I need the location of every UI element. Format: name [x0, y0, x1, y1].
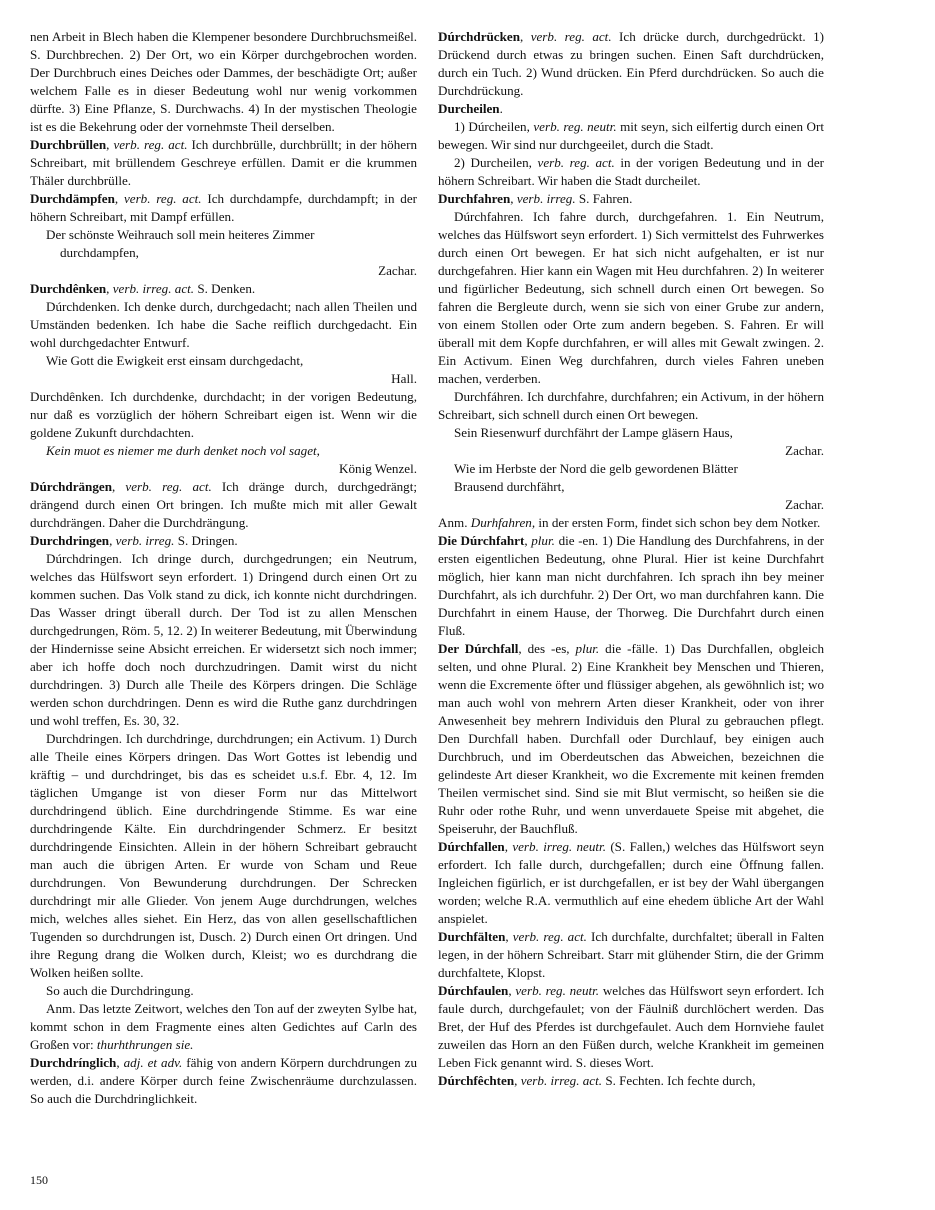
entry-durchfahrt: Die Dúrchfahrt, plur. die -en. 1) Die Handlung des Durchfahrens, in der ersten eigentlichen Bedeutung, ohne Plural. Hier ist keine Durchfahrt möglich, hier kann man nicht durchfahren. Ich sprach ihn bey meiner Durchfahrt, als ich durchfuhr. 2) Der Ort, wo man durchfahren kann. Die Durchfahrt in einem Hause, der Thorweg. Die Durchfahrt durch einen Fluß. [438, 533, 825, 638]
quote-line: Wie im Herbste der Nord die gelb gewordenen Blätter [454, 461, 738, 476]
old-german-quote: thurhthrungen sie. [96, 1037, 194, 1052]
paragraph: Dúrchfahren. Ich fahre durch, durchgefahren. 1. Ein Neutrum, welches das Hülfswort seyn erfordert. 1) Sich vermittelst des Fuhrwerkes durch einen Ort bewegen. Er hat sich nicht aufgehalten, er ist nur durchgefahren. Hier kann ein Wagen mit Heu durchfahren. 2) In weiterer und figürlicher Bedeutung, sich schnell durch einen Ort bewegen. So fahren die Bergleute durch, wenn sie sich von einer Grube zur andern, von einem Stollen oder Orte zum andern begeben. S. Fahren. Er will überall mit dem Kopfe durchfahren, er will alles mit Gewalt zwingen. 2. Ein Activum. Einen Weg durchfahren, durch vieles Fahren uneben machen, verderben. [438, 209, 824, 386]
grammar-label: verb. irreg. act. [520, 1073, 603, 1088]
grammar-label: verb. reg. act. [537, 155, 615, 170]
sense-lead: 2) Durcheilen, [454, 155, 532, 170]
annotation-text: Anm. Das letzte Zeitwort, welches den Ton auf der zweyten Sylbe hat, kommt schon in dem Fragmente eines alten Gedichtes auf Carln des Großen vor: [30, 1001, 417, 1052]
annotation-label: Anm. [438, 515, 468, 530]
grammar-label: verb. irreg. [516, 191, 576, 206]
entry-text: fähig von andern Körpern durchdrungen zu werden, d.i. andere Körper durch feine Zwischenräume durchzulassen. So auch die Durchdringlichkeit. [30, 1055, 417, 1106]
grammar-label: verb. reg. act. [123, 191, 202, 206]
entry-durchfall: Der Dúrchfall, des -es, plur. die -fälle. 1) Das Durchfallen, obgleich selten, und ohne Plural. 2) Eine Krankheit bey Menschen und Thieren, wenn die Excremente öfter und flüssiger abgehen, als gewöhnlich ist; wo man auch wohl von mehrern Arten dieser Krankheit, oder von ihrer Anwesenheit bey mehrern Individuis den Plural zu gebrauchen pflegt. Den Durchfall haben. Durchfall oder Durchlauf, bey einigen auch Durchbruch, und im Oberdeutschen das Abweichen, bezeichnen die gelindeste Art dieser Krankheit, wo die Excremente mit keinen fremden Theilen vermischet sind. Sind sie mit Blut vermischt, so heißen sie die Ruhr oder rothe Ruhr, und wenn unverdauete Speise mit abgehet, die Speiseruhr, der Bauchfluß. [438, 641, 824, 836]
paragraph [438, 154, 824, 190]
paragraph: Dúrchdenken. Ich denke durch, durchgedacht; nach allen Theilen und Umständen bedenken. Ich habe die Sache reiflich durchgedacht. Ein wohl durchgedachter Entwurf. [30, 299, 417, 350]
entry-text: (S. Fallen,) welches das Hülfswort seyn erfordert. Ich falle durch, durchgefallen; durch eine Öffnung fallen. Ingleichen figürlich, er ist durchgefallen, er ist bey der Wahl übergangen worden; welche R.A. vermuthlich auf eine ehedem übliche Art der Wahl anspielet. [438, 839, 825, 926]
quote-source: König Wenzel. [339, 461, 417, 476]
paragraph: Durchdringen. Ich durchdringe, durchdrungen; ein Activum. 1) Durch alle Theile eines Körpers dringen. Das Wort Gottes ist lebendig und kräftig – und durchdringet, bis das es scheidet u.s.f. Ebr. 4, 12. Im täglichen Umgange ist von dieser Form nur das Mittelwort durchdringend üblich. Eine durchdringende Stimme. Es war eine durchdringende Kälte. Ein durchdringender Schmerz. Er besitzt durchdringende Einsichten. Allein in der höhern Schreibart gebraucht man auch die übrigen Arten. Er wurde von Scham und Reue durchdrungen. Von Bewunderung durchdrungen. Der Schrecken durchdringt mir alle Glieder. Von jenem Auge durchdrungen, welches mich, welches alles siehet. Ein Herz, das von allen gesellschaftlichen Tugenden so durchdrungen ist, Dusch. 2) Durch einen Ort dringen. Und ihre Regung drang die Wolken durch, Kleist; wo es durchdrang die Wolken heißen sollte. [30, 731, 417, 980]
old-german-quote: Kein muot es niemer me durh denket noch vol saget, [46, 443, 320, 458]
grammar-label: plur. [575, 641, 600, 656]
grammar-label: plur. [531, 533, 555, 548]
entry-durchfalten: Durchfälten, verb. reg. act. Ich durchfalte, durchfaltet; überall in Falten legen, in der höhern Schreibart. Starr mit glühender Stirn, die der Grimm durchfaltete, Klopst. [438, 929, 825, 980]
entry-reference: S. Fahren. [578, 191, 633, 206]
entry-durchfahren: Durchfahren, verb. irreg. S. Fahren. [438, 191, 633, 206]
entry-text: Ich dränge durch, durchgedrängt; drängend durch einen Ort bringen. Ich mußte mich mit aller Gewalt durchdrängen. Daher die Durchdrängung. [30, 479, 417, 530]
left-column [30, 28, 417, 1108]
paragraph: nen Arbeit in Blech haben die Klempener besondere Durchbruchsmeißel. S. Durchbrechen. 2) Der Ort, wo ein Körper durchgebrochen worden. Der Durchbruch eines Deiches oder Dammes, der beschädigte Ort; außer welchem Falle es in dieser Bedeutung wohl nur wenig vorkommen dürfte. 3) Eine Pflanze, S. Durchwachs. 4) In der mystischen Theologie ist es die Bekehrung oder der vornehmste Theil derselben. [30, 29, 417, 134]
entry-headword: Der Dúrchfall [438, 641, 519, 656]
entry-headword: Dúrchfaulen [438, 983, 509, 998]
entry-reference: S. Denken. [197, 281, 256, 296]
sense-lead: 1) Dúrcheilen, [454, 119, 530, 134]
old-german-quote: Durhfahren, [470, 515, 536, 530]
paragraph [438, 118, 824, 154]
grammar-label: verb. reg. act. [125, 479, 212, 494]
paragraph: Durchfáhren. Ich durchfahre, durchfahren; ein Activum, in der höhern Schreibart, sich schnell durch einen Ort bewegen. [438, 389, 824, 422]
entry-durchdrucken: Dúrchdrücken, verb. reg. act. Ich drücke durch, durchgedrückt. 1) Drückend durch etwas zu bringen suchen. Einen Saft durchdrücken, durch ein Tuch. 2) Wund drücken. Ein Pferd durchdrücken. So auch die Durchdrückung. [438, 29, 824, 98]
grammar-label: verb. reg. neutr. [515, 983, 600, 998]
quote-line: Wie Gott die Ewigkeit erst einsam durchgedacht, [46, 353, 304, 368]
grammar-label: adj. et adv. [123, 1055, 183, 1070]
entry-durchbrullen: Durchbrüllen, verb. reg. act. Ich durchbrülle, durchbrüllt; in der höhern Schreibart, mit brüllendem Geschreye erfüllen. Damit er die krummen Thäler durchbrülle. [30, 137, 417, 188]
right-column [438, 28, 824, 1090]
grammar-label: verb. reg. neutr. [533, 119, 617, 134]
quote-line: durchdampfen, [60, 245, 139, 260]
grammar-label: verb. reg. act. [113, 137, 188, 152]
quote-source: Zachar. [785, 497, 824, 512]
entry-headword: Dúrchfêchten [438, 1073, 515, 1088]
entry-durchfechten: Dúrchfêchten, verb. irreg. act. S. Fechten. Ich fechte durch, [438, 1073, 756, 1088]
grammar-label: verb. reg. act. [512, 929, 587, 944]
entry-durchfaulen: Dúrchfaulen, verb. reg. neutr. welches das Hülfswort seyn erfordert. Ich faule durch, durchgefaulet; von der Fäulniß durchlöchert werden. Das Bret, der Huf des Pferdes ist durchgefaulet. Auch dem Hornviehe faulet zuweilen das Horn an den Füßen durch, welche Krankheit im gemeinen Leben Fick genannt wird. S. dieses Wort. [438, 983, 825, 1070]
entry-text: Ich durchdampfe, durchdampft; in der höhern Schreibart, mit Dampf erfüllen. [30, 191, 417, 224]
paragraph: Dúrchdringen. Ich dringe durch, durchgedrungen; ein Neutrum, welches das Hülfswort seyn erfordert. 1) Dringend durch einen Ort zu kommen suchen. Das Volk stand zu dick, ich konnte nicht durchdringen. Das Wasser dringt überall durch. Der Tod ist zu allen Menschen durchgedrungen, Röm. 5, 12. 2) In weiterer Bedeutung, mit Überwindung der Hindernisse seine Absicht erreichen. Er widersetzt sich noch immer; aber ich hoffe doch noch durchzudringen. Damit wirst du nicht durchdringen. 3) Durch alle Theile des Körpers dringen. Die Schläge werden schon durchdringen. Denn es wird die Ruthe ganz durchdringen und wohl treffen, Es. 30, 32. [30, 551, 417, 728]
entry-headword: Durchbrüllen [30, 137, 107, 152]
entry-text: Ich durchbrülle, durchbrüllt; in der höhern Schreibart, mit brüllendem Geschreye erfüllen. Damit er die krummen Thäler durchbrülle. [30, 137, 417, 188]
entry-headword: Durcheilen [438, 101, 500, 116]
grammar-label: verb. irreg. [115, 533, 175, 548]
entry-headword: Die Dúrchfahrt [438, 533, 525, 548]
grammar-label: verb. reg. act. [530, 29, 612, 44]
entry-text: mit seyn, sich eilfertig durch einen Ort bewegen. Wir sind nur durchgeeilet, durch die Stadt. [438, 119, 824, 152]
paragraph: Durchdênken. Ich durchdenke, durchdacht; in der vorigen Bedeutung, nur daß es vorzüglich der höhern Schreibart eigen ist. Wenn wir die goldene Zukunft durchdachten. [30, 389, 417, 440]
entry-durcheilen: Durcheilen. [438, 101, 503, 116]
entry-durchdenken: Durchdênken, verb. irreg. act. S. Denken. [30, 281, 256, 296]
annotation-text: in der ersten Form, findet sich schon bey dem Notker. [538, 515, 821, 530]
quote-source: Hall. [391, 371, 417, 386]
entry-text: in der vorigen Bedeutung und in der höhern Schreibart. Wir haben die Stadt durcheilet. [438, 155, 824, 188]
quote-line: Sein Riesenwurf durchfährt der Lampe gläsern Haus, [454, 425, 733, 440]
entry-text: Ich durchfalte, durchfaltet; überall in Falten legen, in der höhern Schreibart. Starr mit glühender Stirn, die der Grimm durchfaltete, Klopst. [438, 929, 825, 980]
grammar-label: verb. irreg. neutr. [512, 839, 606, 854]
entry-headword: Durchdrínglich [30, 1055, 117, 1070]
annotation [30, 1000, 417, 1054]
entry-durchdampfen: Durchdämpfen, verb. reg. act. Ich durchdampfe, durchdampft; in der höhern Schreibart, mit Dampf erfüllen. [30, 191, 417, 224]
annotation [438, 514, 824, 532]
entry-headword: Durchfälten [438, 929, 506, 944]
quote-source: Zachar. [785, 443, 824, 458]
entry-headword: Durchdênken [30, 281, 107, 296]
entry-text: Ich drücke durch, durchgedrückt. 1) Drückend durch etwas zu bringen suchen. Einen Saft durchdrücken, durch ein Tuch. 2) Wund drücken. Ein Pferd durchdrücken. So auch die Durchdrückung. [438, 29, 824, 98]
paragraph: So auch die Durchdringung. [46, 983, 194, 998]
entry-headword: Dúrchdrücken [438, 29, 520, 44]
page-number: 150 [30, 1173, 48, 1187]
quote-line [46, 442, 417, 460]
entry-text: die -en. 1) Die Handlung des Durchfahrens, in der ersten eigentlichen Bedeutung, ohne Plural. Hier ist keine Durchfahrt möglich, hier kann man nicht durchfahren. Ich sprach ihn bey meiner Durchfahrt, als ich durchfuhr. 2) Der Ort, wo man durchfahren kann. Die Durchfahrt in einem Hause, der Thorweg. Die Durchfahrt durch einen Fluß. [438, 533, 825, 638]
entry-headword: Durchfahren [438, 191, 511, 206]
entry-headword: Dúrchdrängen [30, 479, 112, 494]
entry-headword: Dúrchfallen [438, 839, 505, 854]
entry-text: S. Fechten. Ich fechte durch, [605, 1073, 756, 1088]
entry-text: welches das Hülfswort seyn erfordert. Ich faule durch, durchgefaulet; von der Fäulniß durchlöchert werden. Das Bret, der Huf des Pferdes ist durchgefaulet. Auch dem Hornviehe faulet zuweilen das Horn an den Füßen durch, welche Krankheit im gemeinen Leben Fick genannt wird. S. dieses Wort. [438, 983, 825, 1070]
grammar-label: verb. irreg. act. [112, 281, 195, 296]
entry-durchdringen: Durchdringen, verb. irreg. S. Dringen. [30, 533, 238, 548]
entry-reference: S. Dringen. [177, 533, 238, 548]
entry-headword: Durchdämpfen [30, 191, 115, 206]
entry-durchfallen: Dúrchfallen, verb. irreg. neutr. (S. Fallen,) welches das Hülfswort seyn erfordert. Ich falle durch, durchgefallen; durch eine Öffnung fallen. Ingleichen figürlich, er ist durchgefallen, er ist bey der Wahl übergangen worden; welche R.A. vermuthlich auf eine ehedem übliche Art der Wahl anspielet. [438, 839, 825, 926]
entry-text: die -fälle. 1) Das Durchfallen, obgleich selten, und ohne Plural. 2) Eine Krankheit bey Menschen und Thieren, wenn die Excremente öfter und flüssiger abgehen, als gewöhnlich ist; wo man auch wohl von mehrern Arten dieser Krankheit, oder von ihrer Anwesenheit bey mehrern Individuis den Plural zu gebrauchen pflegt. Den Durchfall haben. Durchfall oder Durchlauf, bey einigen auch Durchbruch, und im Oberdeutschen das Abweichen, bezeichnen die gelindeste Art dieser Krankheit, wo die Excremente mit keinen fremden Theilen vermischet sind. Sind sie mit Blut vermischt, so heißen sie die Ruhr oder rothe Ruhr, und wenn unverdauete Speise mit abgehet, die Speiseruhr, der Bauchfluß. [438, 641, 824, 836]
entry-headword: Durchdringen [30, 533, 110, 548]
entry-durchdrangen: Dúrchdrängen, verb. reg. act. Ich dränge durch, durchgedrängt; drängend durch einen Ort bringen. Ich mußte mich mit aller Gewalt durchdrängen. Daher die Durchdrängung. [30, 479, 417, 530]
quote-line: Brausend durchfährt, [454, 479, 565, 494]
quote-source: Zachar. [378, 263, 417, 278]
quote-line: Der schönste Weihrauch soll mein heiteres Zimmer [46, 227, 315, 242]
entry-text: des -es, [527, 641, 570, 656]
entry-durchdringlich: Durchdrínglich, adj. et adv. fähig von andern Körpern durchdrungen zu werden, d.i. andere Körper durch feine Zwischenräume durchzulassen. So auch die Durchdringlichkeit. [30, 1055, 417, 1106]
